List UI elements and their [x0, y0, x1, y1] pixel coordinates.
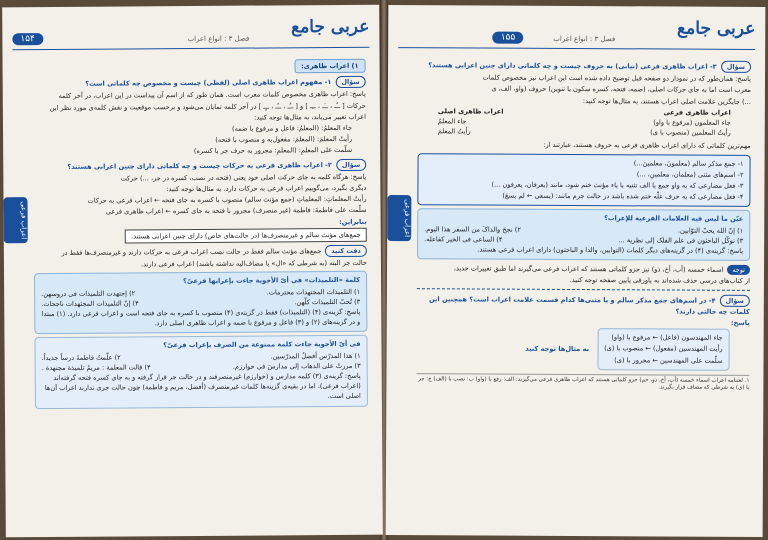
question-1: ۱- مفهوم اعراب ظاهری اصلی (لفظی) چیست و مخصوص چه کلماتی است؟ — [85, 78, 332, 88]
exercise-box-2 — [34, 335, 367, 409]
option-2: ۲) نجحَ والداکَ من السفر هذا الیوم. — [424, 224, 521, 234]
answer-line: پاسخ: اعراب ظاهری مخصوص کلمات معرب است. همان طور که از اسم آن پیداست در این اعراب، در آخر کلمه — [58, 90, 366, 101]
question-tag: سؤال — [721, 61, 751, 73]
header-rule — [12, 47, 369, 50]
examples-box — [597, 328, 730, 370]
table-header: اعراب ظاهری اصلی — [437, 107, 504, 116]
example-line: سلّمت علی المهندسین ← مجرور با (ی) — [614, 355, 723, 365]
question-4: ۴- در اسم‌های جمع مذکر سالم و یا مثنی‌ها کدام قسمت علامت اعراب است؟ همچنین این کلمات چه حالتی دارند؟ — [428, 294, 750, 316]
list-item: ۲- اسم‌های مثنی (معلمان، معلمینِ، ...) — [636, 170, 744, 179]
option-3: ۳) تُحبّ التلمیذات کلّهن. — [294, 297, 361, 307]
example-line: سلّمت علی فاطمةَ: فاطمة (غیر منصرف) مجرور با فتحه به جای کسره ← اعراب ظاهری فرعی — [105, 206, 367, 217]
answer-line: حرکات [ ــُـ ، ــَـ ، ــِـ ] و [ ــٌـ ، ــًـ ، ــٍـ ] در آخر کلمه نمایان می‌شود و برحسب موقعیت و نقش کلمه‌ی مورد نظر این — [49, 101, 366, 112]
example-line: رأیتُ المعلماتِ: المعلماتِ (جمع مؤنث سالم) منصوب با کسره به جای فتحه ← اعراب فرعی به حرکات — [87, 195, 367, 205]
exercise-title: کلمة «التلمیذات» فی أیّ الأجوبة جاءت بإعرابها فرعیّ؟ — [182, 276, 361, 286]
attention-tag: دقت کنید — [325, 245, 367, 257]
answer-line: معرب است اما به جای حرکات اصلی، (ضمه، فتحه، کسره سکون یا تنوین) حروف (واو، الف، ی — [491, 84, 751, 95]
conclusion-label: بنابراین: — [339, 217, 367, 226]
page-number: ۱۵۵ — [493, 32, 524, 44]
answer-line: ...) جایگزین علامت اصلی اعراب هستند، به مثال‌ها توجه کنید: — [582, 96, 751, 106]
table-cell: رأیتُ المعلمین (منصوب با ی) — [650, 128, 731, 138]
right-content — [416, 59, 751, 529]
header-rule — [398, 47, 755, 50]
table-header: اعراب ظاهری فرعی — [663, 108, 731, 117]
option-1: ۱) إنّ الله یحبّ التوّابین. — [677, 226, 744, 235]
list-item: ۳- فعل مضارعی که به واو جمع یا الف تثنیه یا یاء مؤنث ختم شود، مانند (یعرفان، یعرفون ...) — [491, 180, 744, 190]
exercise-title: عیّن ما لیس فیه العلامات الفرعیة للإعراب؟ — [604, 214, 744, 224]
exercise-answer: پاسخ: گزینه‌ی (۳) کلمه مدارس و (خوارزم) غیرمنصرفند و در حالت جر قرار گرفته و به جای کسره فتحه گرفته‌اند (اعراب فرعی). اما در بقیه‌ی گزینه‌ها کلمات غیرمنصرف (أفضل، مریم و فاطمة) چون حالت جری ندارند اعراب آن‌ها اصلی است. — [44, 371, 361, 401]
example-line: جاء المهندسون (فاعل) ← مرفوع با (واو) — [611, 333, 723, 343]
note-tag: توجه — [727, 265, 750, 275]
list-box — [417, 153, 750, 208]
question-tag: سؤال — [336, 158, 366, 170]
answer-label: پاسخ: — [730, 318, 750, 327]
table-cell: رأیتُ المعلمَ — [437, 127, 471, 136]
option-4: ۴) قالت المعلمة : مریمُ تلمیذة مجتهدة . — [41, 363, 151, 372]
example-line: رأیت المهندسین (مفعول) ← منصوب با (ی) — [604, 344, 723, 354]
exercise-box-1 — [34, 271, 367, 334]
question-3: ۳- اعراب ظاهری فرعی (نیابی) به حروف چیست و چه کلماتی دارای چنین اعرابی هستند؟ — [428, 61, 717, 71]
section-title: فصل ۳ : انواع اعراب — [553, 34, 616, 44]
dashed-divider — [417, 288, 750, 292]
left-page — [2, 5, 383, 538]
attention-line: جمع‌های مؤنث سالم فقط در حالت نصب اعراب فرعی به حرکات دارند و غیرمنصرف‌ها فقط در — [61, 247, 322, 257]
table-cell: جاء المعلمون (مرفوع با واو) — [653, 118, 731, 127]
list-item: ۴- فعل مضارعی که به حرف علّه ختم شده باشد در حالت جزم مانند: (یسعی ← لم یسعَ) — [502, 191, 744, 202]
side-tab: اعراب فرعی — [387, 195, 411, 241]
question-tag: سؤال — [335, 76, 365, 88]
question-tag: سؤال — [719, 294, 749, 306]
option-3: ۳) توکّل الباحثون فی علم الفلک إلی نظریة ... — [618, 236, 744, 245]
answer-line: دیگری بگیرد، می‌گوییم اعراب فرعی به حرکات دارد. به مثال‌ها توجه کنید: — [166, 183, 367, 194]
exercise-answer: پاسخ: گزینه‌ی (۴) در گزینه‌های دیگر کلمات (التوابین، والدا و الباحثون) دارای اعراب فرعی هستند. — [477, 245, 744, 255]
left-content — [33, 59, 369, 529]
book-logo: عربی جامع — [291, 16, 370, 38]
exercise-answer: پاسخ: گزینه‌ی (۴) (التلمیذات) فقط در گزینه‌ی (۴) منصوب با کسره به جای فتحه است و اعراب فرعی دارد. (۱) مبتدا و در گزینه‌های (۲) و (۳) فاعل و مرفوع با ضمه و اعراب ظاهری اصلی دارد. — [41, 307, 361, 328]
option-1: ۱) التلمیذات المجتهدات محترمات. — [266, 287, 361, 297]
example-line: سلّمت علی المعلمِ: (المعلمِ: مجرور به حرف جر با کسره) — [193, 146, 353, 156]
question-2: ۲- اعراب ظاهری فرعی به حرکات چیست و چه کلماتی دارای چنین اعرابی هستند؟ — [67, 160, 332, 171]
option-3: ۳) مررتُ علی الذهاب إلی مدارسَ فی خوارزم. — [232, 361, 361, 371]
book-logo: عربی جامع — [677, 18, 756, 39]
section-heading: ۱) اعراب ظاهری: — [294, 59, 366, 74]
table-cell: جاء المعلمُ — [437, 117, 467, 126]
examples-label: به مثال‌ها توجه کنید — [525, 344, 590, 354]
note-line: از کتاب‌های درسی حذف شده‌اند به پاورقی پایین صفحه توجه کنید. — [569, 276, 750, 286]
page-number: ۱۵۴ — [12, 33, 43, 45]
option-4: ۴) الساعی فی الخیر کفاعله. — [424, 235, 503, 244]
option-1: ۱) هذا المدرّس أفضلُ المدرّسین. — [270, 351, 361, 361]
example-line: رأیتُ المعلمَ: (المعلمَ: مفعول‌به و منصوب با فتحه) — [215, 135, 353, 145]
answer-line: پاسخ: هرگاه کلمه به جای حرکت اصلی خود یعنی (فتحه در نصب، کسره در جر، ...) حرکت — [120, 172, 367, 183]
list-item: ۱- جمع مذکر سالم (معلمونَ، معلمینَ...) — [633, 158, 744, 168]
right-header — [398, 17, 755, 53]
option-2: ۲) علّمتُ فاطمةَ درساً جدیداً. — [41, 353, 121, 362]
framed-note: جمع‌های مؤنث سالم و غیرمنصرف‌ها (در حالت‌های خاص) دارای چنین اعرابی هستند. — [125, 228, 367, 244]
answer-line: اعراب تغییر می‌یابد، به مثال‌ها توجه کنید: — [254, 112, 366, 122]
option-4: ۴) إنّ التلمیذات المجتهدات ناجحات. — [41, 299, 139, 308]
left-header — [12, 17, 369, 53]
example-line: جاء المعلمُ: (المعلمُ: فاعل و مرفوع با ضمه) — [231, 123, 353, 133]
footnote: ۱. لغتنامه اعراب اسماء خمسه (أب، أخ، ذو، حم) جزو کلماتی هستند که اعراب ظاهری فرعی می‌گیرند: الف: رفع با (واو) ب: نصب با (الف) ج: جر با (ی) به شرطی که مضاف قرار بگیرند. — [416, 373, 749, 393]
exercise-title: فی أیّ الأجوبة جاءت کلمة ممنوعة من الصرف بإعراب فرعیّ؟ — [163, 340, 361, 350]
attention-line: حالت جر البته (به شرطی که «ال» یا مضاف‌الیه نداشته باشند) اعراب فرعی دارند. — [140, 259, 367, 269]
section-title: فصل ۳ : انواع اعراب — [187, 34, 250, 44]
exercise-box-3 — [417, 209, 750, 262]
right-page — [386, 5, 766, 537]
side-tab: اعراب فرعی — [3, 197, 27, 243]
option-2: ۲) إجتهدت التلمیذات فی دروسهن. — [41, 289, 136, 298]
note-line: اسماء خمسه (أب، أخ، ذو) نیز جزو کلماتی هستند که اعراب فرعی می‌گیرند اما طبق تغییرات جدید، — [453, 264, 724, 275]
answer-line: پاسخ: همان‌طور که در نمودار دو صفحه قبل توضیح داده شده است این اعراب نیز مخصوص کلمات — [482, 73, 752, 84]
list-intro: مهم‌ترین کلماتی که دارای اعراب ظاهری فرعی به حروف هستند، عبارتند از: — [543, 141, 751, 151]
